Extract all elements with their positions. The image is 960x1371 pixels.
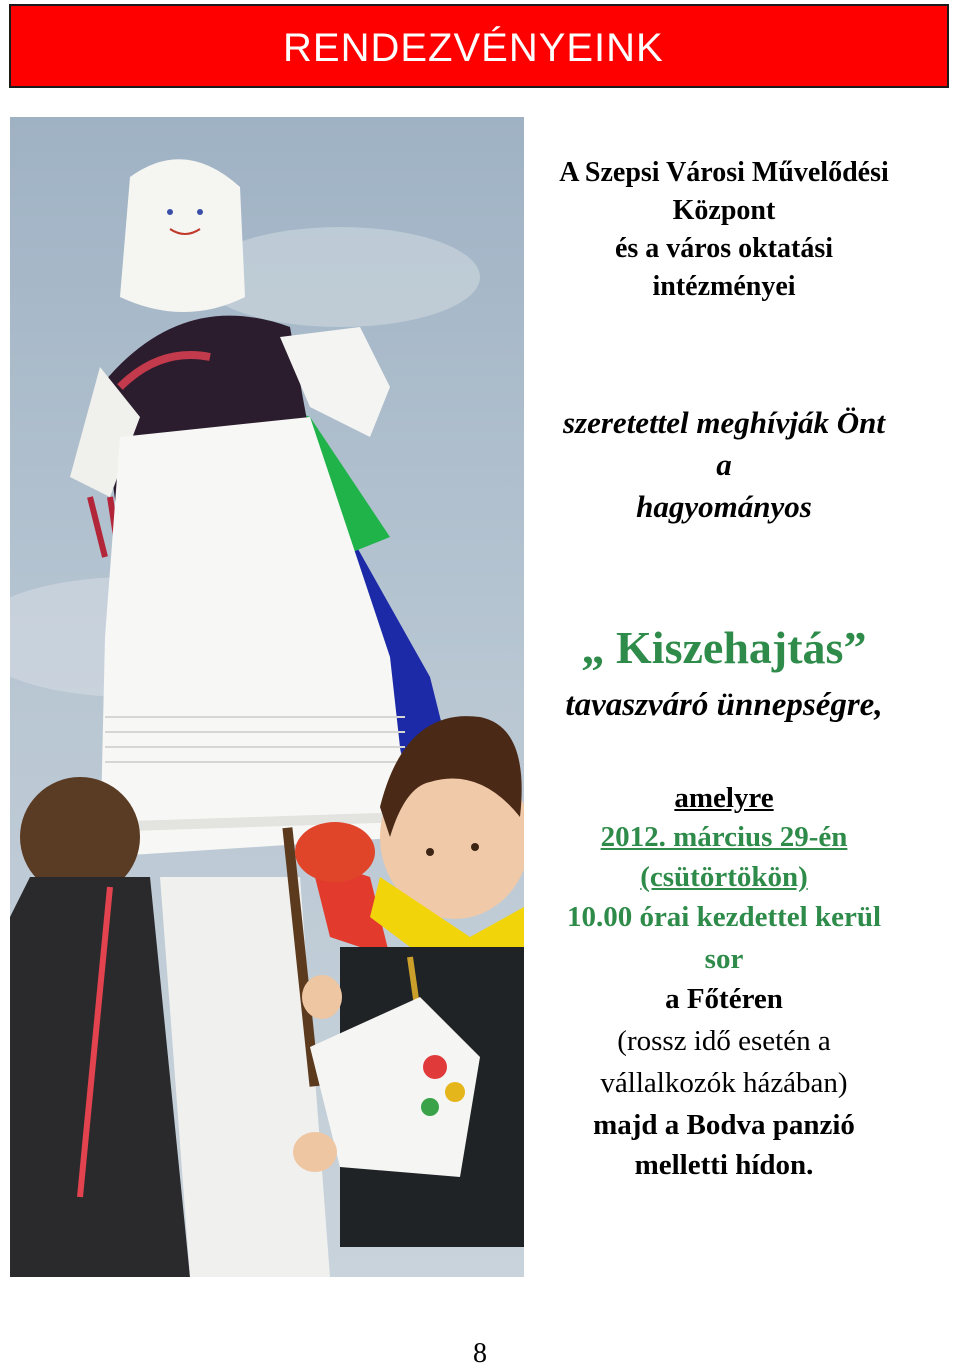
page-title: RENDEZVÉNYEINK bbox=[283, 26, 664, 70]
event-weekday: (csütörtökön) bbox=[640, 861, 808, 893]
page-number: 8 bbox=[473, 1338, 487, 1369]
then-line-1: majd a Bodva panzió bbox=[593, 1109, 855, 1141]
event-title: „ Kiszehajtás” bbox=[581, 622, 867, 673]
organizer-line-3: és a város oktatási bbox=[614, 233, 834, 264]
then-line-2: melletti hídon. bbox=[634, 1149, 814, 1181]
organizer-line-4: intézményei bbox=[652, 271, 796, 302]
invitation-text bbox=[524, 117, 924, 1277]
organizer-line-2: Központ bbox=[672, 195, 776, 226]
rain-line-2: vállalkozók házában) bbox=[600, 1067, 848, 1099]
event-subtitle: tavaszváró ünnepségre, bbox=[565, 687, 883, 723]
when-intro: amelyre bbox=[674, 782, 774, 814]
event-place: a Főtéren bbox=[665, 983, 783, 1015]
event-sor: sor bbox=[704, 943, 744, 975]
invite-line-3: hagyományos bbox=[636, 489, 812, 524]
invite-line-1: szeretettel meghívják Önt bbox=[562, 405, 886, 440]
event-date: 2012. március 29-én bbox=[600, 821, 848, 853]
organizer-line-1: A Szepsi Városi Művelődési bbox=[559, 157, 889, 188]
event-photo bbox=[10, 117, 524, 1277]
rain-line-1: (rossz idő esetén a bbox=[617, 1025, 831, 1057]
invite-line-2: a bbox=[716, 447, 732, 482]
header-bar bbox=[9, 4, 949, 88]
event-time: 10.00 órai kezdettel kerül bbox=[566, 901, 882, 933]
